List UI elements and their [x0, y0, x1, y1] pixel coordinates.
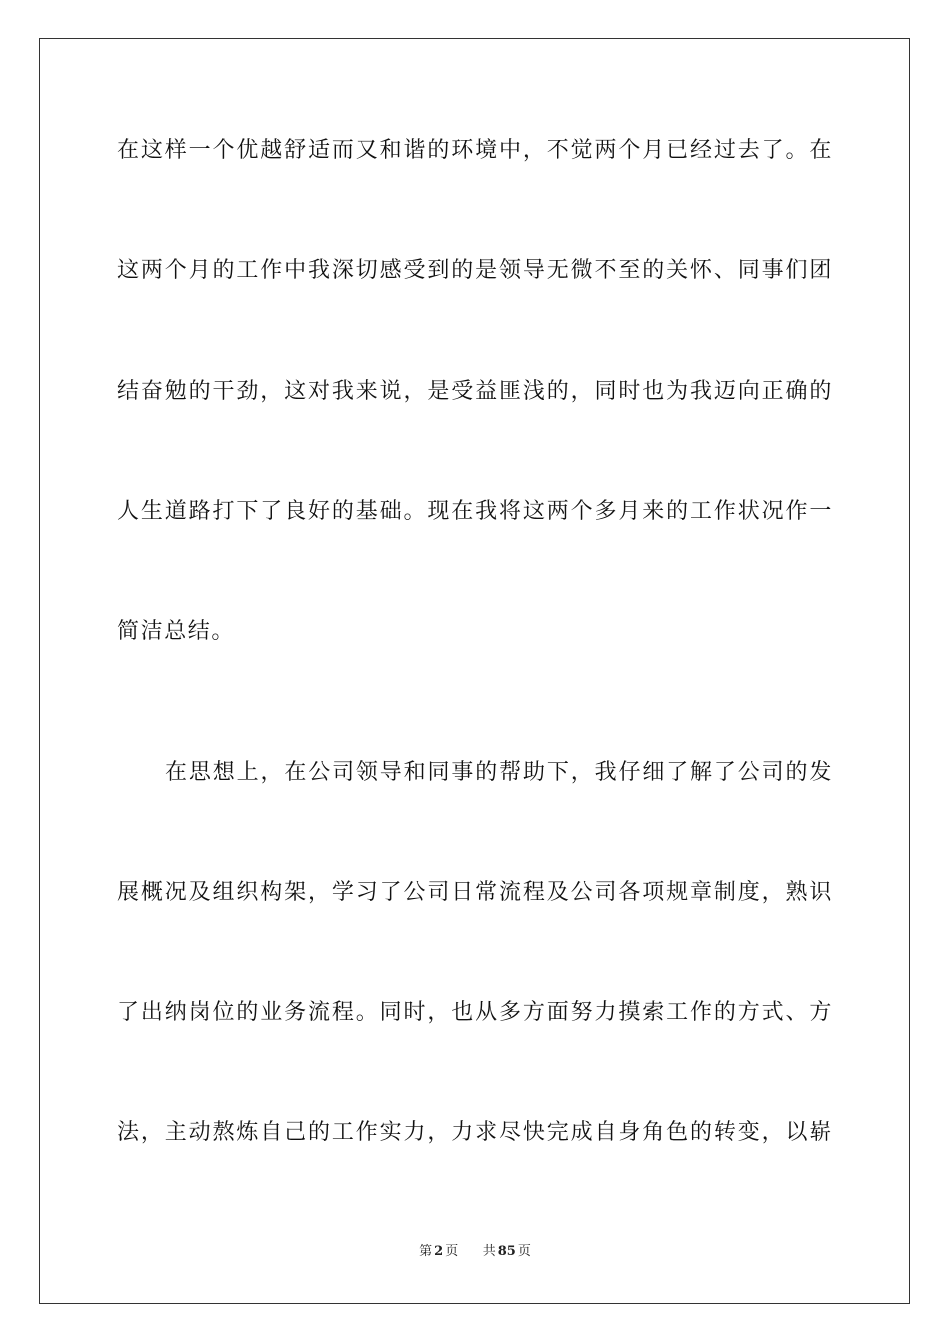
- body-line-1: 在这样一个优越舒适而又和谐的环境中，不觉两个月已经过去了。在: [117, 138, 833, 163]
- body-line-9: 法，主动熬炼自己的工作实力，力求尽快完成自身角色的转变，以崭: [117, 1120, 833, 1145]
- total-prefix: 共: [482, 1244, 496, 1259]
- body-line-2: 这两个月的工作中我深切感受到的是领导无微不至的关怀、同事们团: [117, 258, 833, 283]
- body-line-8: 了出纳岗位的业务流程。同时，也从多方面努力摸索工作的方式、方: [117, 1000, 833, 1025]
- total-pages: 85: [497, 1244, 516, 1259]
- page-footer: [0, 1243, 950, 1261]
- page-suffix: 页: [445, 1244, 459, 1259]
- body-line-7: 展概况及组织构架，学习了公司日常流程及公司各项规章制度，熟识: [117, 880, 833, 905]
- body-line-5: 简洁总结。: [117, 619, 236, 644]
- page-number: 2: [434, 1244, 444, 1259]
- page-frame: [39, 38, 910, 1304]
- total-suffix: 页: [517, 1244, 531, 1259]
- page-indicator: [417, 1244, 460, 1259]
- body-line-6: 在思想上，在公司领导和同事的帮助下，我仔细了解了公司的发: [165, 760, 833, 785]
- page-prefix: 第: [419, 1244, 433, 1259]
- total-indicator: [481, 1244, 533, 1259]
- body-line-3: 结奋勉的干劲，这对我来说，是受益匪浅的，同时也为我迈向正确的: [117, 379, 833, 404]
- body-line-4: 人生道路打下了良好的基础。现在我将这两个多月来的工作状况作一: [117, 499, 833, 524]
